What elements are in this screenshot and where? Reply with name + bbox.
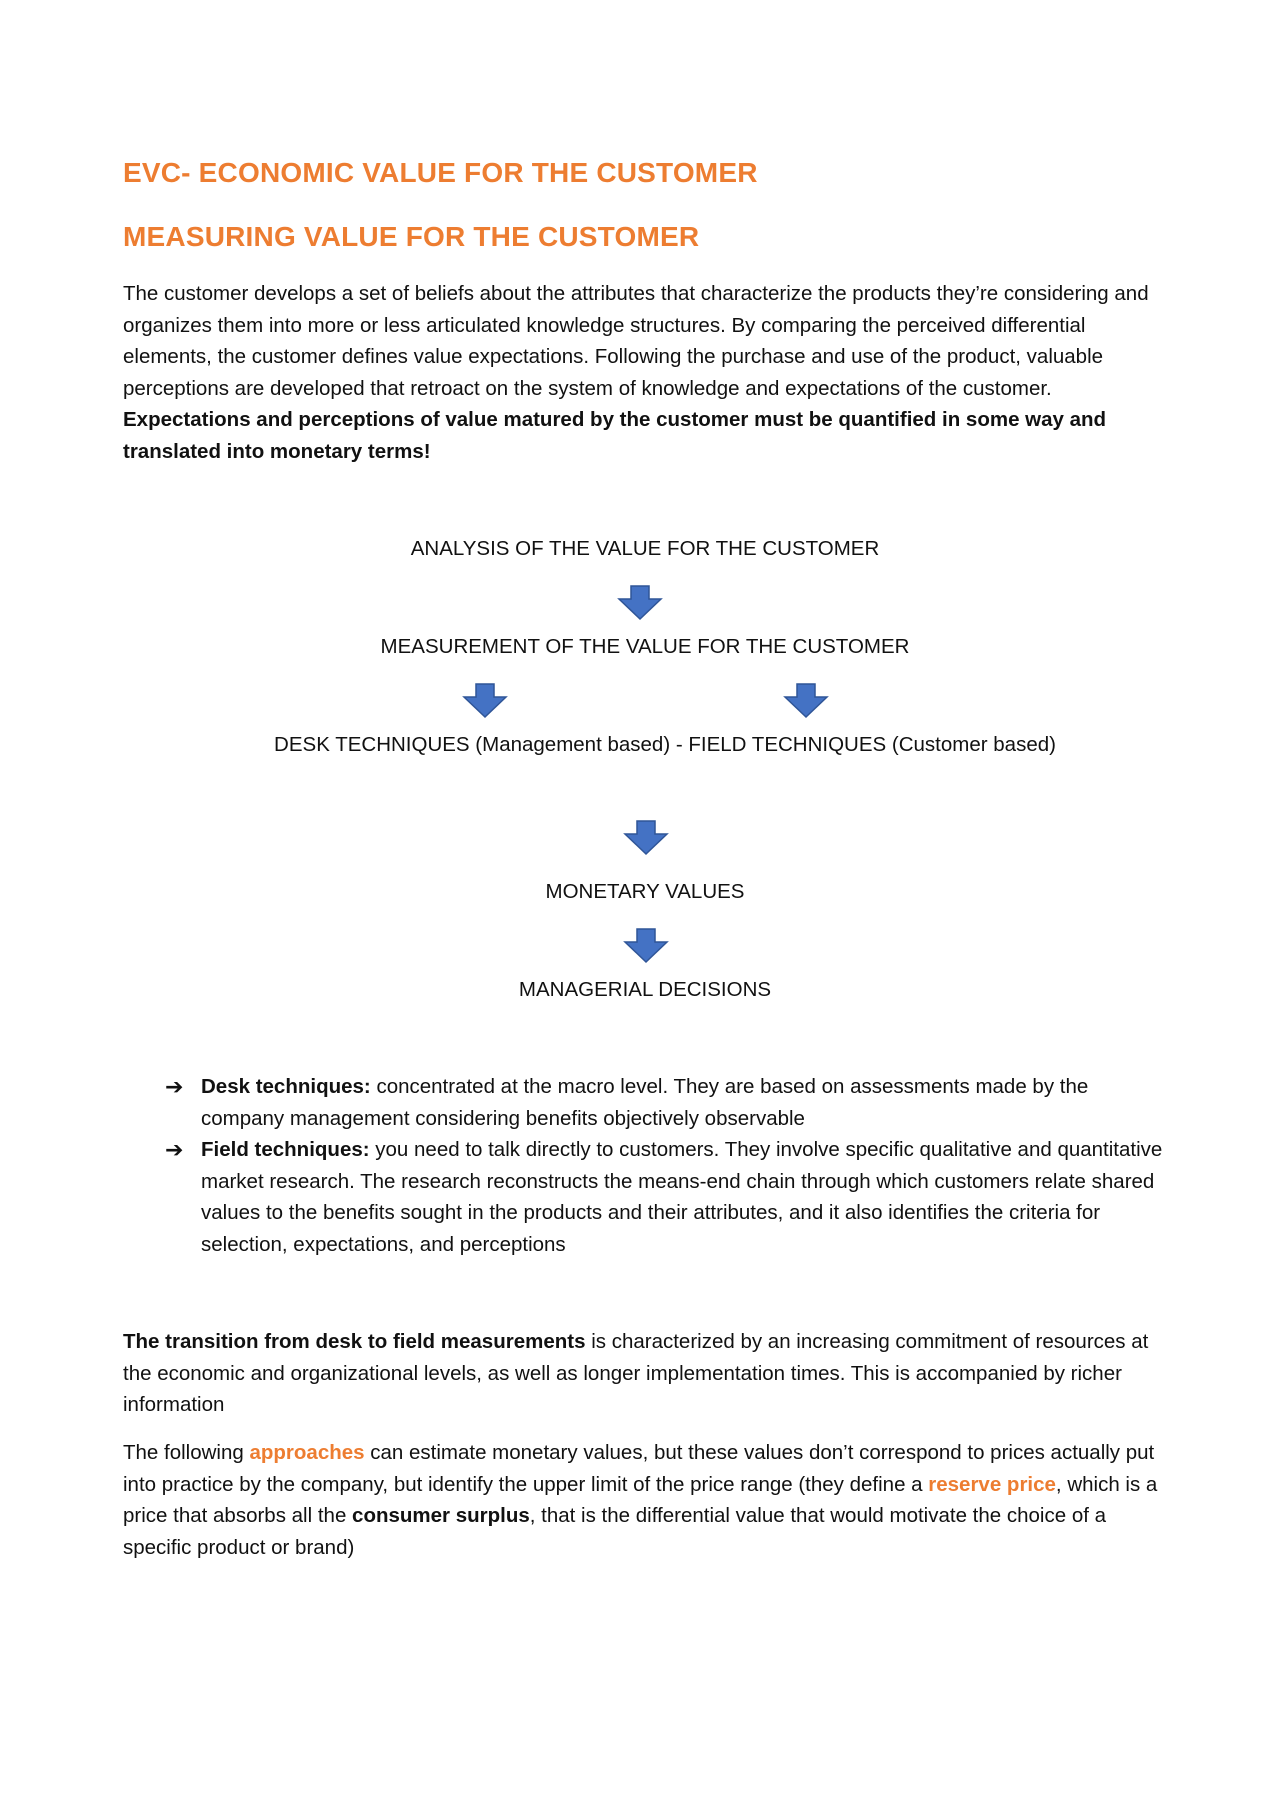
intro-paragraph xyxy=(123,278,1163,467)
approaches-text: , which is a price that absorbs all the xyxy=(123,1472,1158,1527)
arrow-bullet-icon: ➔ xyxy=(165,1137,184,1162)
approaches-paragraph xyxy=(123,1437,1163,1563)
approaches-text: The following xyxy=(123,1441,250,1464)
approaches-highlight: approaches xyxy=(249,1441,365,1464)
list-item xyxy=(165,1071,1165,1134)
section-heading: MEASURING VALUE FOR THE CUSTOMER xyxy=(123,221,700,252)
techniques-list xyxy=(165,1071,1165,1260)
list-item-text: you need to talk directly to customers. They involve specific qualitative and quantitative market research. The research reconstructs the means-end chain through which customers relate shared values to the benefits sought in the products and their attributes, and it also identifies the criteria for selection, expectations, and perceptions xyxy=(201,1138,1163,1256)
flow-step-managerial-decisions: MANAGERIAL DECISIONS xyxy=(518,978,772,1001)
list-item xyxy=(165,1134,1165,1260)
list-item-term: Field techniques: xyxy=(201,1138,370,1161)
flow-step-monetary-values: MONETARY VALUES xyxy=(545,880,745,903)
flow-arrow-down-icon xyxy=(617,585,663,621)
list-item-term: Desk techniques: xyxy=(201,1075,371,1098)
document-title: EVC- ECONOMIC VALUE FOR THE CUSTOMER xyxy=(123,157,758,188)
list-item-text: concentrated at the macro level. They are based on assessments made by the company management considering benefits objectively observable xyxy=(201,1075,1089,1130)
flow-arrow-down-icon xyxy=(623,928,669,964)
reserve-price-highlight: reserve price xyxy=(928,1472,1056,1496)
transition-text: is characterized by an increasing commitment of resources at the economic and organizational levels, as well as longer implementation times. This is accompanied by richer information xyxy=(123,1330,1149,1416)
arrow-bullet-icon: ➔ xyxy=(165,1074,184,1099)
flow-arrow-down-right-icon xyxy=(783,683,829,719)
flow-arrow-down-left-icon xyxy=(462,683,508,719)
approaches-text: can estimate monetary values, but these values don’t correspond to prices actually put into practice by the company, but identify the upper limit of the price range (they define a xyxy=(123,1441,1155,1496)
flow-step-analysis: ANALYSIS OF THE VALUE FOR THE CUSTOMER xyxy=(410,537,880,560)
consumer-surplus-bold: consumer surplus xyxy=(352,1504,530,1527)
intro-bold-text: Expectations and perceptions of value matured by the customer must be quantified in some way and translated into monetary terms! xyxy=(123,408,1107,463)
intro-text: The customer develops a set of beliefs about the attributes that characterize the products they’re considering and organizes them into more or less articulated knowledge structures. By comparing the perceived differential elements, the customer defines value expectations. Following the purchase and use of the product, valuable perceptions are developed that retroact on the system of knowledge and expectations of the customer. xyxy=(123,282,1149,400)
transition-paragraph xyxy=(123,1326,1163,1421)
flow-arrow-down-icon xyxy=(623,820,669,856)
approaches-text: , that is the differential value that would motivate the choice of a specific product or brand) xyxy=(123,1504,1107,1559)
transition-bold-text: The transition from desk to field measurements xyxy=(123,1330,586,1353)
flow-step-techniques: DESK TECHNIQUES (Management based) - FIELD TECHNIQUES (Customer based) xyxy=(274,733,1056,756)
flow-step-measurement: MEASUREMENT OF THE VALUE FOR THE CUSTOMER xyxy=(380,635,910,658)
